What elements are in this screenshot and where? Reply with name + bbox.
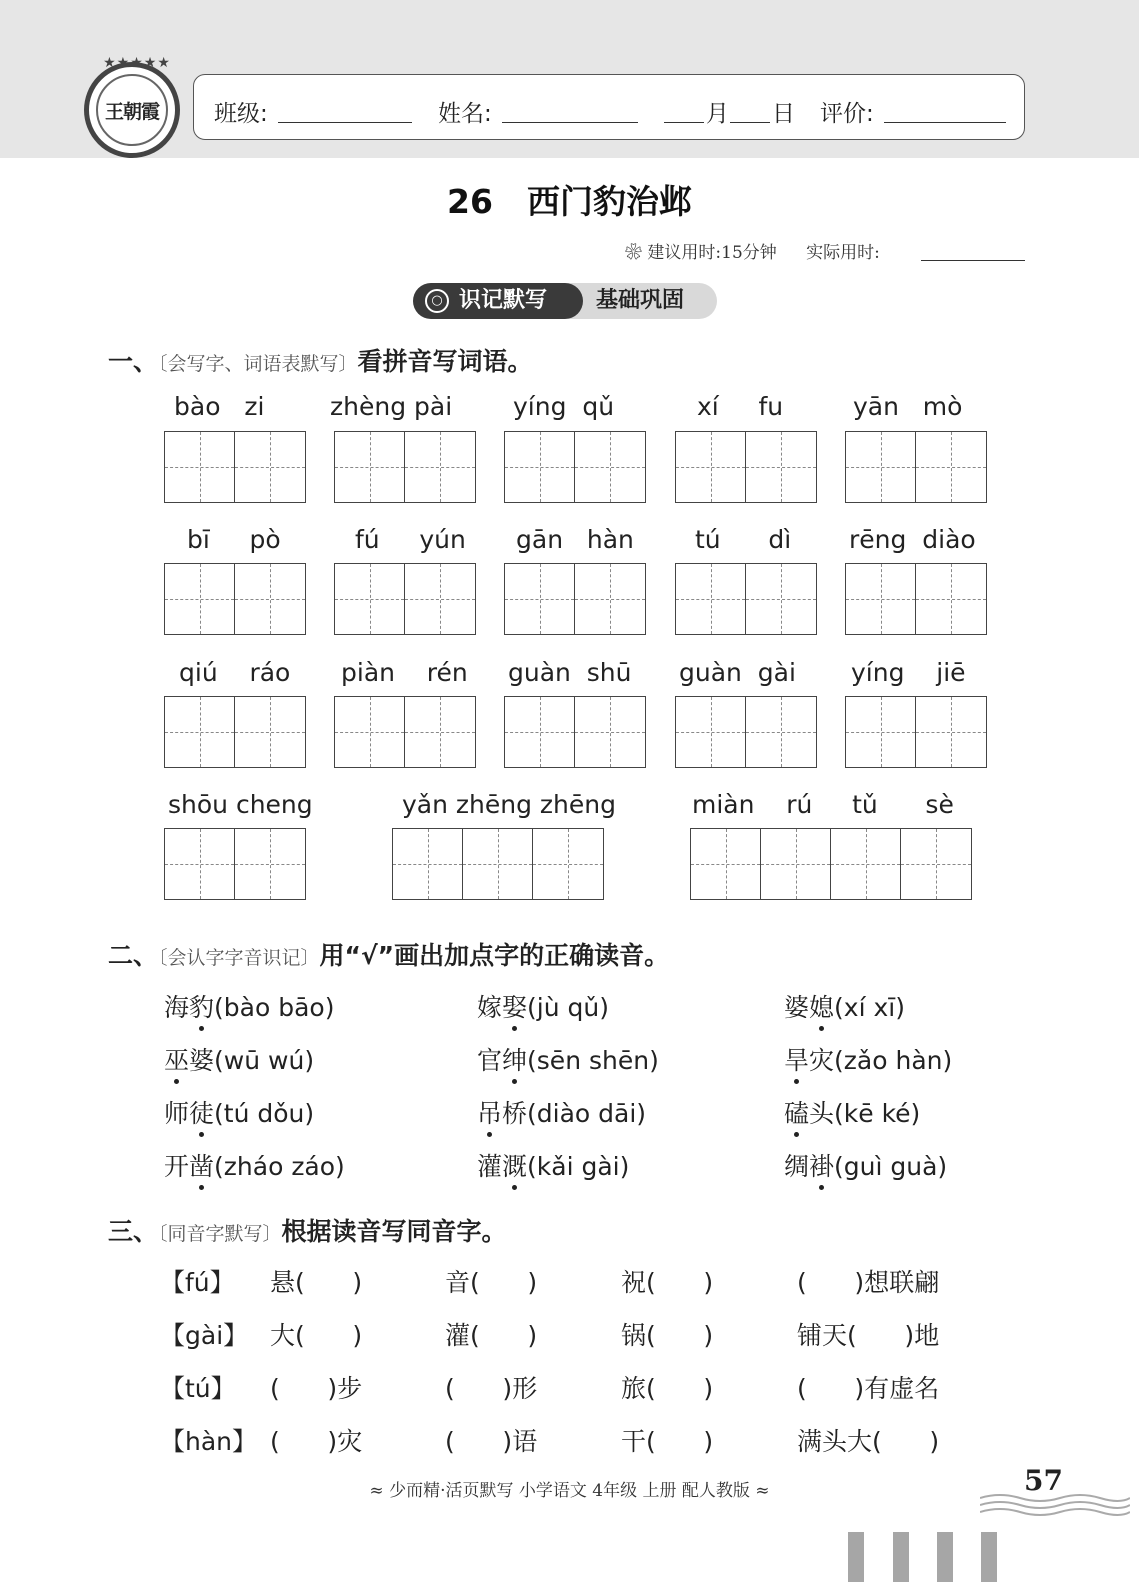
section1-text: 看拼音写词语。 bbox=[357, 347, 533, 376]
reading-item[interactable]: 婆媳(xí xī) bbox=[784, 993, 905, 1022]
actual-time-label: 实际用时: bbox=[806, 243, 880, 263]
section1-tag: 〔会写字、词语表默写〕 bbox=[158, 353, 358, 375]
homophone-blank[interactable]: ( )语 bbox=[445, 1427, 538, 1456]
lesson-title bbox=[0, 176, 1139, 223]
homophone-blank[interactable]: ( )灾 bbox=[270, 1427, 363, 1456]
section1-prefix: 一、 bbox=[108, 347, 159, 376]
homophone-blank[interactable]: ( )想联翩 bbox=[797, 1268, 940, 1297]
reading-item[interactable]: 绸褂(guì guà) bbox=[784, 1152, 948, 1181]
writing-grid[interactable] bbox=[504, 696, 646, 768]
homophone-label: 【hàn】 bbox=[160, 1427, 258, 1456]
homophone-blank[interactable]: 灌( ) bbox=[445, 1321, 538, 1350]
section3-text: 根据读音写同音字。 bbox=[281, 1217, 507, 1246]
pinyin: xí fu bbox=[697, 392, 784, 421]
reading-item[interactable]: 师徒(tú dǒu) bbox=[164, 1099, 315, 1128]
writing-grid[interactable] bbox=[504, 431, 646, 503]
section2-heading bbox=[108, 936, 669, 972]
pinyin: gān hàn bbox=[516, 525, 634, 554]
pinyin: yíng qǔ bbox=[513, 392, 615, 421]
writing-grid[interactable] bbox=[675, 696, 817, 768]
pinyin: miàn rú tǔ sè bbox=[692, 790, 954, 819]
pinyin: rēng diào bbox=[849, 525, 976, 554]
section2-tag: 〔会认字字音识记〕 bbox=[158, 947, 320, 969]
homophone-blank[interactable]: ( )步 bbox=[270, 1374, 363, 1403]
writing-grid[interactable] bbox=[334, 696, 476, 768]
homophone-blank[interactable]: 满头大( ) bbox=[797, 1427, 940, 1456]
homophone-label: 【gài】 bbox=[160, 1321, 249, 1350]
pinyin: guàn gài bbox=[679, 658, 796, 687]
section1-heading bbox=[108, 342, 533, 378]
homophone-blank[interactable]: 音( ) bbox=[445, 1268, 538, 1297]
writing-grid[interactable] bbox=[675, 431, 817, 503]
homophone-blank[interactable]: 悬( ) bbox=[270, 1268, 363, 1297]
lesson-name: 西门豹治邺 bbox=[526, 182, 692, 221]
section3-prefix: 三、 bbox=[108, 1217, 159, 1246]
writing-grid[interactable] bbox=[164, 563, 306, 635]
actual-time-field[interactable] bbox=[921, 260, 1025, 261]
pinyin: yǎn zhēng zhēng bbox=[402, 790, 616, 819]
name-label: 姓名: bbox=[438, 101, 492, 127]
pinyin: bào zi bbox=[174, 392, 265, 421]
writing-grid[interactable] bbox=[504, 563, 646, 635]
homophone-blank[interactable]: 铺天( )地 bbox=[797, 1321, 940, 1350]
reading-item[interactable]: 嫁娶(jù qǔ) bbox=[477, 993, 609, 1022]
homophone-label: 【tú】 bbox=[160, 1374, 236, 1403]
month-label: 月 bbox=[706, 101, 729, 127]
pinyin: zhèng pài bbox=[330, 392, 453, 421]
name-field[interactable] bbox=[502, 122, 638, 123]
medal-icon: ○ bbox=[425, 289, 449, 313]
section3-tag: 〔同音字默写〕 bbox=[158, 1223, 282, 1245]
homophone-blank[interactable]: 干( ) bbox=[621, 1427, 714, 1456]
publisher-logo bbox=[84, 55, 180, 158]
reading-item[interactable]: 开凿(zháo záo) bbox=[164, 1152, 345, 1181]
writing-grid[interactable] bbox=[845, 431, 987, 503]
stars-icon: ★★★★★ bbox=[103, 55, 171, 71]
edge-tab bbox=[981, 1532, 997, 1582]
writing-grid[interactable] bbox=[334, 431, 476, 503]
lesson-number: 26 bbox=[447, 182, 493, 221]
writing-grid[interactable] bbox=[845, 696, 987, 768]
badge-dark bbox=[413, 283, 583, 319]
class-field[interactable] bbox=[278, 122, 412, 123]
page-number: 57 bbox=[1024, 1464, 1063, 1497]
eval-field[interactable] bbox=[884, 122, 1006, 123]
pinyin: qiú ráo bbox=[179, 658, 291, 687]
class-label: 班级: bbox=[214, 101, 268, 127]
homophone-blank[interactable]: 锅( ) bbox=[621, 1321, 714, 1350]
logo-text: 王朝霞 bbox=[96, 74, 168, 146]
reading-item[interactable]: 海豹(bào bāo) bbox=[164, 993, 335, 1022]
day-label: 日 bbox=[772, 101, 795, 127]
student-info-box bbox=[193, 74, 1025, 140]
homophone-blank[interactable]: 旅( ) bbox=[621, 1374, 714, 1403]
day-field[interactable] bbox=[730, 122, 770, 123]
homophone-blank[interactable]: 祝( ) bbox=[621, 1268, 714, 1297]
homophone-blank[interactable]: ( )形 bbox=[445, 1374, 538, 1403]
wave-decoration-icon bbox=[980, 1488, 1130, 1518]
pinyin: tú dì bbox=[695, 525, 792, 554]
badge-dark-label: 识记默写 bbox=[459, 288, 548, 313]
reading-item[interactable]: 巫婆(wū wú) bbox=[164, 1046, 315, 1075]
edge-tab bbox=[893, 1532, 909, 1582]
reading-item[interactable]: 灌溉(kǎi gài) bbox=[477, 1152, 630, 1181]
writing-grid[interactable] bbox=[675, 563, 817, 635]
writing-grid[interactable] bbox=[845, 563, 987, 635]
writing-grid[interactable] bbox=[164, 696, 306, 768]
reading-item[interactable]: 吊桥(diào dāi) bbox=[477, 1099, 647, 1128]
writing-grid[interactable] bbox=[164, 828, 306, 900]
section2-text: 用“√”画出加点字的正确读音。 bbox=[319, 941, 670, 970]
edge-tab bbox=[937, 1532, 953, 1582]
writing-grid[interactable] bbox=[392, 828, 604, 900]
pinyin: yān mò bbox=[853, 392, 963, 421]
month-field[interactable] bbox=[664, 122, 704, 123]
homophone-blank[interactable]: 大( ) bbox=[270, 1321, 363, 1350]
edge-tab bbox=[848, 1532, 864, 1582]
pinyin: fú yún bbox=[355, 525, 466, 554]
reading-item[interactable]: 官绅(sēn shēn) bbox=[477, 1046, 659, 1075]
pinyin: piàn rén bbox=[341, 658, 468, 687]
suggested-time: 建议用时:15分钟 bbox=[647, 243, 777, 263]
time-info bbox=[625, 238, 880, 263]
reading-item[interactable]: 旱灾(zǎo hàn) bbox=[784, 1046, 953, 1075]
pinyin: guàn shū bbox=[508, 658, 632, 687]
eval-label: 评价: bbox=[820, 101, 874, 127]
homophone-blank[interactable]: ( )有虚名 bbox=[797, 1374, 940, 1403]
writing-grid[interactable] bbox=[164, 431, 306, 503]
pinyin: yíng jiē bbox=[851, 658, 966, 687]
clock-icon: ❀ bbox=[625, 243, 642, 263]
footer-text: ≈ 少而精·活页默写 小学语文 4年级 上册 配人教版 ≈ bbox=[369, 1481, 770, 1501]
pinyin: bī pò bbox=[187, 525, 281, 554]
section2-prefix: 二、 bbox=[108, 941, 159, 970]
section3-heading bbox=[108, 1212, 507, 1248]
badge-light-label: 基础巩固 bbox=[596, 288, 685, 313]
pinyin: shōu cheng bbox=[168, 790, 313, 819]
writing-grid[interactable] bbox=[334, 563, 476, 635]
reading-item[interactable]: 磕头(kē ké) bbox=[784, 1099, 921, 1128]
writing-grid[interactable] bbox=[690, 828, 972, 900]
homophone-label: 【fú】 bbox=[160, 1268, 235, 1297]
